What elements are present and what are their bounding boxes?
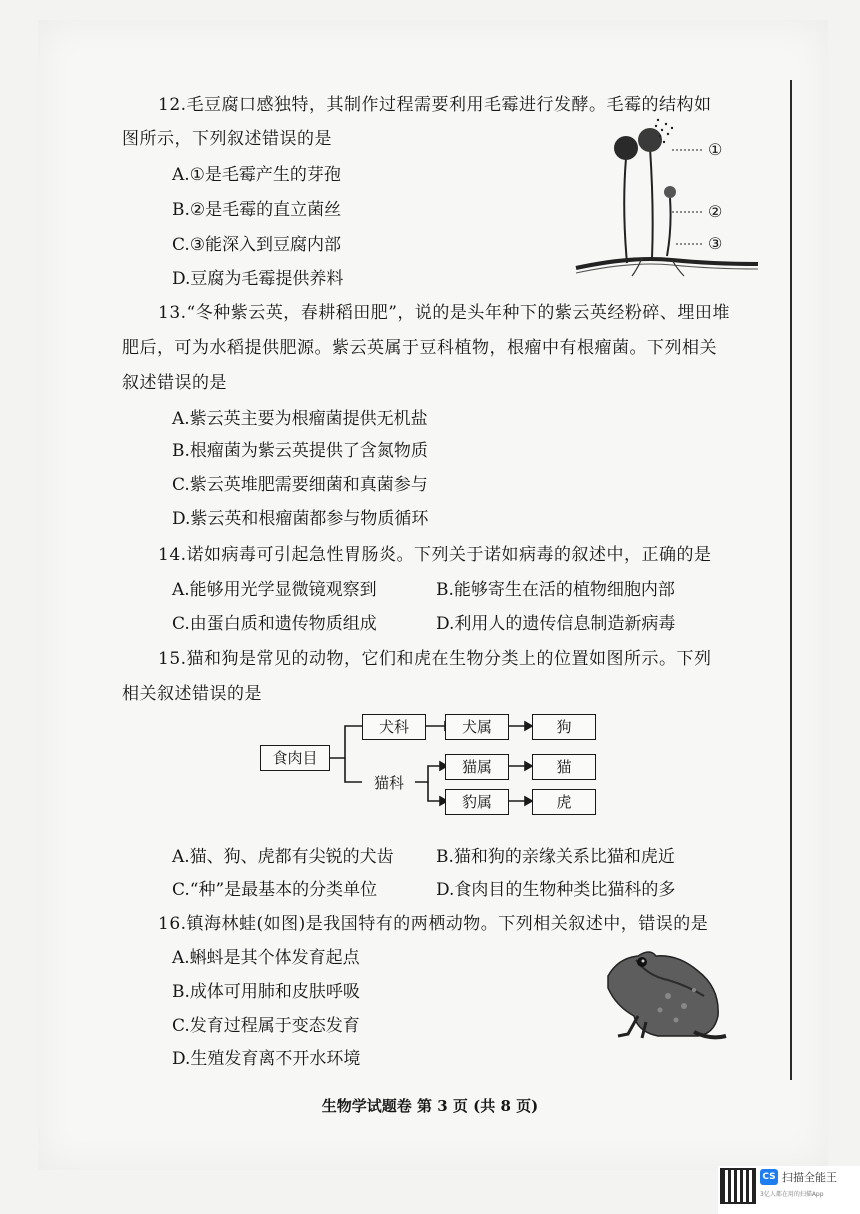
q12-stem-line2: 图所示，下列叙述错误的是 <box>122 129 332 149</box>
q13-stem-line1: 13.“冬种紫云英，春耕稻田肥”，说的是头年种下的紫云英经粉碎、埋田堆 <box>158 303 730 323</box>
figure-label-3: ③ <box>708 234 723 253</box>
q16-option-d: D.生殖发育离不开水环境 <box>172 1049 361 1069</box>
figure-label-1: ① <box>708 140 723 159</box>
taxon-species-tiger: 虎 <box>532 789 596 815</box>
scanner-tagline: 3亿人都在用的扫描App <box>760 1191 824 1198</box>
q14-stem-line1: 14.诺如病毒可引起急性胃肠炎。下列关于诺如病毒的叙述中，正确的是 <box>158 545 712 565</box>
scanner-app-name: 扫描全能王 <box>782 1171 837 1184</box>
q14-option-d: D.利用人的遗传信息制造新病毒 <box>436 614 676 634</box>
q15-option-a: A.猫、狗、虎都有尖锐的犬齿 <box>172 847 394 867</box>
q16-option-a: A.蝌蚪是其个体发育起点 <box>172 948 360 968</box>
q15-option-b: B.猫和狗的亲缘关系比猫和虎近 <box>436 847 675 867</box>
q12-stem-line1: 12.毛豆腐口感独特，其制作过程需要利用毛霉进行发酵。毛霉的结构如 <box>158 95 712 115</box>
taxon-family-felidae: 猫科 <box>373 774 404 792</box>
mucor-figure <box>572 118 762 278</box>
frog-illustration <box>598 936 733 1041</box>
q13-option-a: A.紫云英主要为根瘤菌提供无机盐 <box>172 409 428 429</box>
figure-label-2: ② <box>708 202 723 221</box>
q15-option-d: D.食肉目的生物种类比猫科的多 <box>436 880 676 900</box>
taxon-species-dog: 狗 <box>532 714 596 740</box>
scanner-watermark <box>718 1166 860 1214</box>
taxon-genus-canis: 犬属 <box>445 714 509 740</box>
q12-option-b: B.②是毛霉的直立菌丝 <box>172 200 342 220</box>
q13-option-c: C.紫云英堆肥需要细菌和真菌参与 <box>172 475 428 495</box>
q16-stem-line1: 16.镇海林蛙(如图)是我国特有的两栖动物。下列相关叙述中，错误的是 <box>158 914 709 934</box>
q15-stem-line2: 相关叙述错误的是 <box>122 684 262 704</box>
taxon-family-canidae: 犬科 <box>362 714 426 740</box>
q15-stem-line1: 15.猫和狗是常见的动物，它们和虎在生物分类上的位置如图所示。下列 <box>158 649 712 669</box>
q16-option-c: C.发育过程属于变态发育 <box>172 1016 360 1036</box>
q13-option-b: B.根瘤菌为紫云英提供了含氮物质 <box>172 441 428 461</box>
taxon-species-cat: 猫 <box>532 754 596 780</box>
taxon-genus-panthera: 豹属 <box>445 789 509 815</box>
q13-option-d: D.紫云英和根瘤菌都参与物质循环 <box>172 509 429 529</box>
q13-stem-line3: 叙述错误的是 <box>122 373 227 393</box>
taxon-order: 食肉目 <box>260 745 330 771</box>
q12-option-d: D.豆腐为毛霉提供养料 <box>172 269 344 289</box>
q14-option-b: B.能够寄生在活的植物细胞内部 <box>436 580 675 600</box>
q13-stem-line2: 肥后，可为水稻提供肥源。紫云英属于豆科植物，根瘤中有根瘤菌。下列相关 <box>122 338 717 358</box>
qr-code-icon <box>720 1168 756 1204</box>
q14-option-a: A.能够用光学显微镜观察到 <box>172 580 377 600</box>
q16-option-b: B.成体可用肺和皮肤呼吸 <box>172 982 360 1002</box>
q14-option-c: C.由蛋白质和遗传物质组成 <box>172 614 377 634</box>
q12-option-c: C.③能深入到豆腐内部 <box>172 235 342 255</box>
q12-option-a: A.①是毛霉产生的芽孢 <box>172 165 341 185</box>
page-footer: 生物学试题卷 第 3 页 (共 8 页) <box>321 1097 539 1115</box>
q15-option-c: C.“种”是最基本的分类单位 <box>172 880 378 900</box>
margin-rule <box>790 80 792 1080</box>
taxon-genus-felis: 猫属 <box>445 754 509 780</box>
camscanner-logo: CS <box>760 1169 778 1185</box>
